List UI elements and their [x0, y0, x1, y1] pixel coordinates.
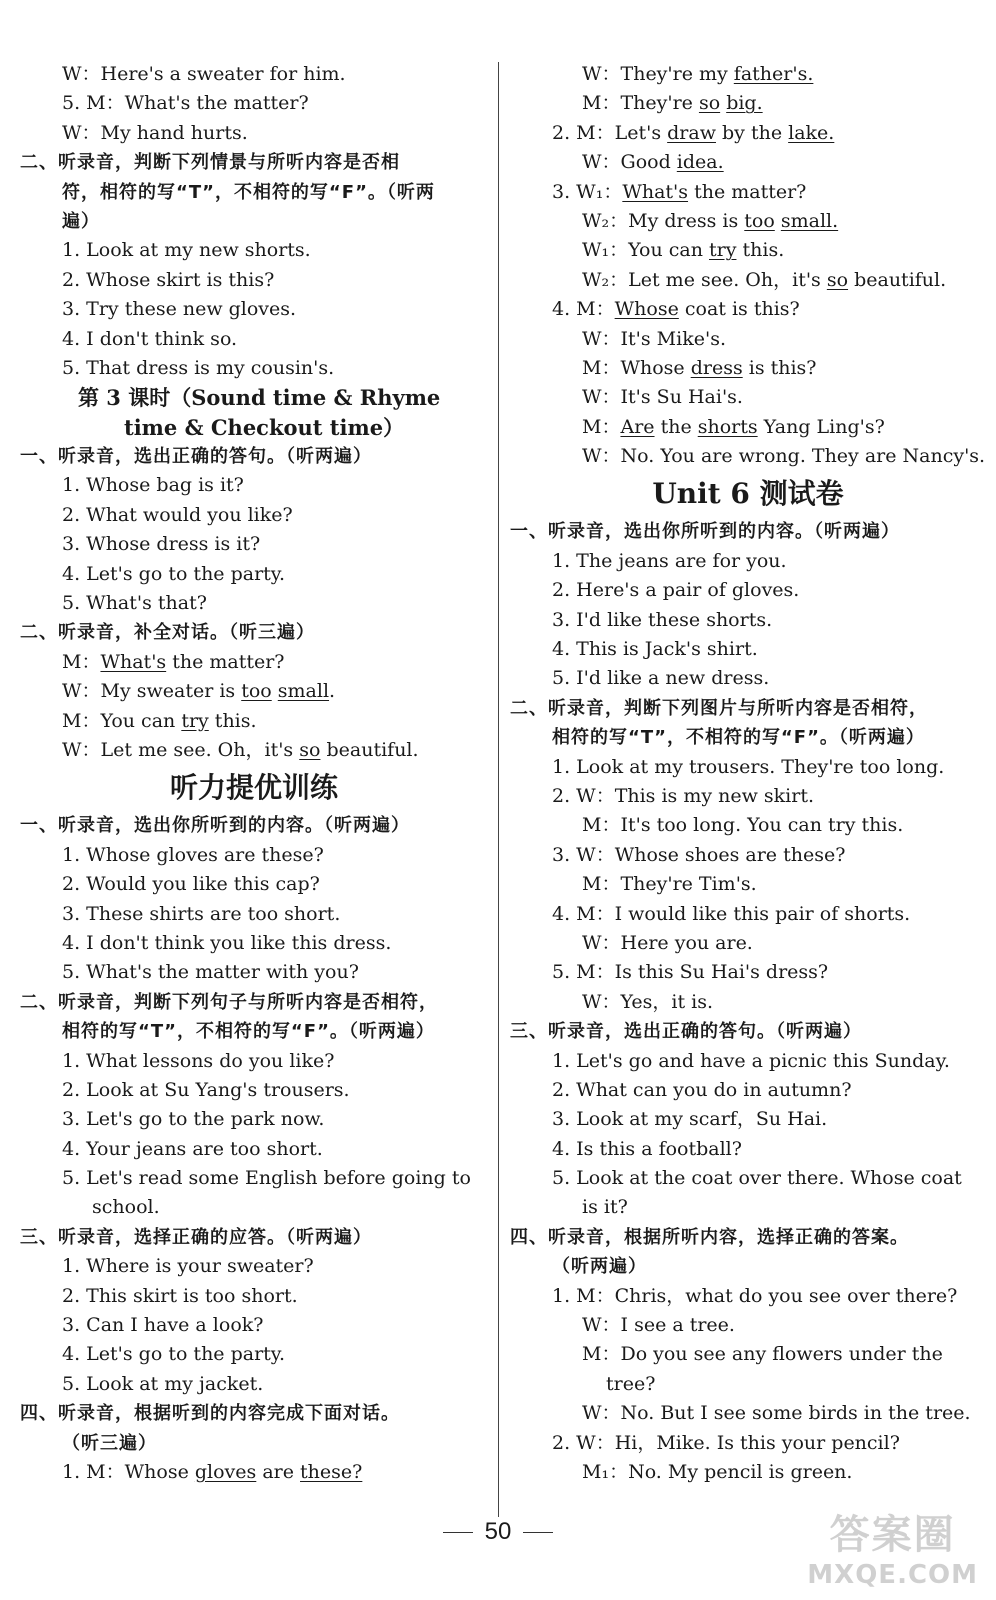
item-line: 3. Look at my scarf，Su Hai. [552, 1108, 828, 1131]
dialogue-line: W：I see a tree. [582, 1314, 735, 1337]
item-line: 4. This is Jack's shirt. [552, 638, 758, 661]
item-line: W：My hand hurts. [62, 121, 248, 144]
item-line: W：Let me see. Oh，it's so beautiful. [62, 738, 419, 761]
dialogue-line: W：No. But I see some birds in the tree. [582, 1402, 971, 1425]
item-line: 3. Let's go to the park now. [62, 1108, 325, 1131]
dialogue-line: W₂：Let me see. Oh，it's so beautiful. [582, 268, 947, 291]
dialogue-line: M：It's too long. You can try this. [582, 814, 904, 837]
item-line: 1. Look at my trousers. They're too long. [552, 755, 945, 778]
dialogue-line: is it? [582, 1196, 628, 1219]
dialogue-line: W₂：My dress is too small. [582, 209, 839, 232]
dialogue-line: 5. M：What's the matter? [62, 92, 309, 115]
item-line: 5. That dress is my cousin's. [62, 356, 335, 379]
section-heading-continued: 遍） [62, 210, 100, 232]
dialogue-line: tree? [606, 1372, 656, 1395]
section-heading: 二、听录音，补全对话。（听三遍） [20, 622, 315, 644]
dialogue-line: M₁：No. My pencil is green. [582, 1460, 853, 1483]
item-line: 1. The jeans are for you. [552, 549, 787, 572]
item-line: M：You can try this. [62, 709, 257, 732]
lesson-subtitle: time & Checkout time） [124, 414, 405, 440]
item-line: W：Here's a sweater for him. [62, 63, 346, 85]
section-heading: 二、听录音，判断下列图片与所听内容是否相符， [510, 697, 928, 719]
section-title: Unit 6 测试卷 [652, 477, 844, 511]
section-heading-continued: 相符的写“T”，不相符的写“F”。（听两遍） [62, 1021, 435, 1043]
item-line: 4. Let's go to the party. [62, 1343, 286, 1366]
item-line: 2. Whose skirt is this? [62, 268, 275, 291]
item-line: 2. Look at Su Yang's trousers. [62, 1078, 350, 1101]
dialogue-line: M：Are the shorts Yang Ling's? [582, 415, 885, 438]
item-line: 1. What lessons do you like? [62, 1049, 335, 1072]
dialogue-line: W：It's Su Hai's. [582, 386, 743, 409]
item-line: 2. Would you like this cap? [62, 873, 320, 896]
section-heading-continued: 符，相符的写“T”，不相符的写“F”。（听两 [62, 181, 435, 203]
section-heading: 三、听录音，选择正确的应答。（听两遍） [20, 1226, 372, 1248]
item-line: 3. W：Whose shoes are these? [552, 843, 846, 866]
watermark [807, 1503, 978, 1590]
item-line: W：My sweater is too small. [62, 680, 336, 703]
dialogue-line: M：They're so big. [582, 92, 763, 115]
dialogue-line: M：Whose dress is this? [582, 356, 817, 379]
dialogue-line: school. [92, 1196, 160, 1219]
section-heading: 四、听录音，根据听到的内容完成下面对话。 [20, 1403, 400, 1425]
section-heading: 一、听录音，选出你所听到的内容。（听两遍） [510, 521, 900, 543]
item-line: 2. What can you do in autumn? [552, 1078, 852, 1101]
section-heading-continued: （听两遍） [552, 1256, 647, 1278]
watermark-url: MXQE.COM [807, 1560, 978, 1590]
dialogue-line: W：Here you are. [582, 931, 753, 954]
item-line: 2. Here's a pair of gloves. [552, 579, 800, 602]
item-line: 4. Your jeans are too short. [62, 1137, 323, 1160]
item-line: 1. M：Whose gloves are these? [62, 1460, 363, 1483]
item-line: 4. I don't think you like this dress. [62, 931, 392, 954]
page-dash-right [523, 1532, 553, 1533]
item-line: 2. What would you like? [62, 503, 293, 526]
section-heading: 二、听录音，判断下列句子与所听内容是否相符， [20, 991, 438, 1013]
item-line: 1. Whose gloves are these? [62, 843, 324, 866]
item-line: 5. What's that? [62, 592, 207, 615]
dialogue-line: W：Good idea. [582, 151, 724, 174]
page-dash-left [443, 1532, 473, 1533]
item-line: 4. Is this a football? [552, 1137, 742, 1160]
dialogue-line: W：No. You are wrong. They are Nancy's. [582, 445, 986, 468]
section-title: 听力提优训练 [169, 771, 338, 805]
item-line: 1. Let's go and have a picnic this Sunday. [552, 1049, 950, 1072]
lesson-subtitle: 第 3 课时（Sound time & Rhyme [78, 385, 441, 411]
item-line: M：What's the matter? [62, 650, 285, 673]
item-line: 4. M：Whose coat is this? [552, 298, 800, 321]
item-line: 5. Look at the coat over there. Whose coat [552, 1167, 962, 1190]
dialogue-line: M：They're Tim's. [582, 873, 757, 896]
item-line: 5. Let's read some English before going to [62, 1167, 471, 1190]
dialogue-line: W：They're my father's. [582, 63, 814, 85]
item-line: 5. I'd like a new dress. [552, 667, 770, 690]
dialogue-line: M：Do you see any flowers under the [582, 1343, 943, 1366]
section-heading: 二、听录音，判断下列情景与所听内容是否相 [20, 152, 400, 174]
dialogue-line: W：Yes，it is. [582, 990, 714, 1013]
section-heading: 一、听录音，选出你所听到的内容。（听两遍） [20, 815, 410, 837]
dialogue-line: W：It's Mike's. [582, 327, 726, 350]
section-heading-continued: （听三遍） [62, 1432, 157, 1454]
item-line: 2. M：Let's draw by the lake. [552, 121, 835, 144]
item-line: 5. M：Is this Su Hai's dress? [552, 961, 829, 984]
item-line: 4. Let's go to the party. [62, 562, 286, 585]
column-divider [498, 62, 499, 1517]
item-line: 4. M：I would like this pair of shorts. [552, 902, 911, 925]
item-line: 2. This skirt is too short. [62, 1284, 298, 1307]
item-line: 3. I'd like these shorts. [552, 608, 773, 631]
item-line: 1. Look at my new shorts. [62, 239, 311, 262]
section-heading-continued: 相符的写“T”，不相符的写“F”。（听两遍） [552, 727, 925, 749]
item-line: 3. Whose dress is it? [62, 533, 261, 556]
item-line: 3. Can I have a look? [62, 1314, 264, 1337]
item-line: 1. Where is your sweater? [62, 1255, 314, 1278]
page-number-text: 50 [484, 1518, 512, 1545]
section-heading: 四、听录音，根据所听内容，选择正确的答案。 [510, 1226, 909, 1248]
item-line: 3. Try these new gloves. [62, 298, 297, 321]
item-line: 5. What's the matter with you? [62, 961, 359, 984]
item-line: 1. Whose bag is it? [62, 474, 244, 497]
left-column [20, 60, 488, 1487]
item-line: 2. W：This is my new skirt. [552, 784, 815, 807]
section-heading: 三、听录音，选出正确的答句。（听两遍） [510, 1021, 862, 1043]
item-line: 3. These shirts are too short. [62, 902, 341, 925]
item-line: 2. W：Hi，Mike. Is this your pencil? [552, 1431, 900, 1454]
item-line: 5. Look at my jacket. [62, 1372, 264, 1395]
right-column [510, 60, 986, 1487]
watermark-title: 答案圈 [829, 1512, 956, 1558]
item-line: 4. I don't think so. [62, 327, 238, 350]
item-line: 1. M：Chris，what do you see over there? [552, 1284, 958, 1307]
section-heading: 一、听录音，选出正确的答句。（听两遍） [20, 446, 372, 468]
item-line: 3. W₁：What's the matter? [552, 180, 807, 203]
dialogue-line: W₁：You can try this. [582, 239, 785, 262]
